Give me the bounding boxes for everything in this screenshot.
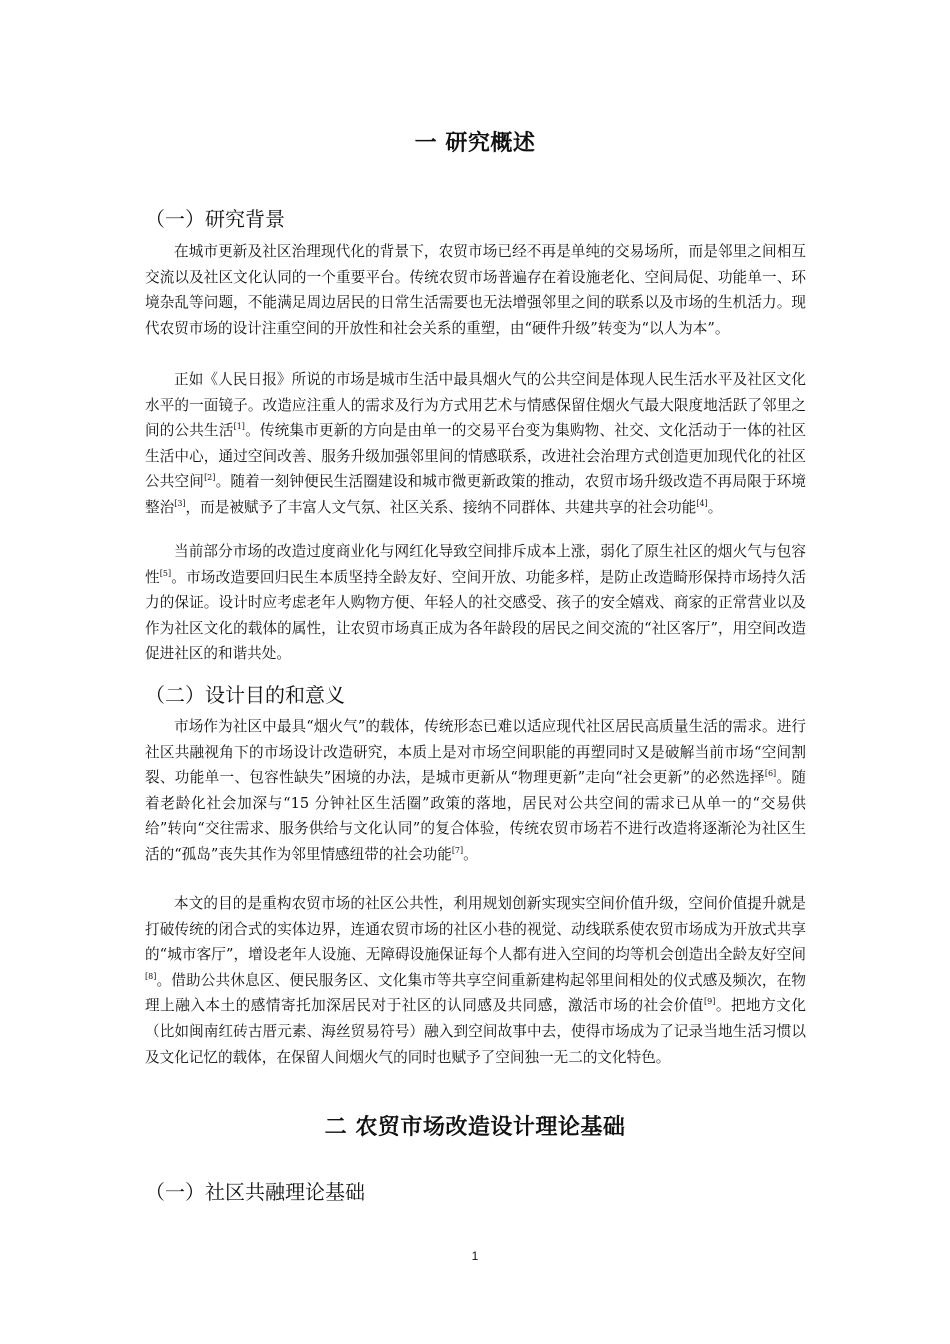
citation: [1] [233,422,245,432]
paragraph-background-1: 在城市更新及社区治理现代化的背景下，农贸市场已经不再是单纯的交易场所，而是邻里之间相互交流以及社区文化认同的一个重要平台。传统农贸市场普遍存在着设施老化、空间局促、功能单一、环境杂乱等问题，不能满足周边居民的日常生活需要也无法增强邻里之间的联系以及市场的生机活力。现代农贸市场的设计注重空间的开放性和社会关系的重塑，由“硬件升级”转变为“以人为本”。 [145,243,806,337]
citation: [7] [451,845,464,855]
citation: [5] [159,568,172,578]
section-2-title: 二 农贸市场改造设计理论基础 [324,1115,626,1140]
paragraph-background-3: 当前部分市场的改造过度商业化与网红化导致空间排斥成本上涨，弱化了原生社区的烟火气与包容性[5]。市场改造要回归民生本质坚持全龄友好、空间开放、功能多样，是防止改造畸形保持市场持久活力的保证。设计时应考虑老年人购物方便、年轻人的社交感受、孩子的安全嬉戏、商家的正常营业以及作为社区文化的载体的属性，让农贸市场真正成为各年龄段的居民之间交流的“社区客厅”，用空间改造促进社区的和谐共处。 [145,543,806,663]
section-1-2-title: （二）设计目的和意义 [145,683,345,707]
citation: [8] [145,971,157,981]
paragraph-background-2: 正如《人民日报》所说的市场是城市生活中最具烟火气的公共空间是体现人民生活水平及社区文化水平的一面镜子。改造应注重人的需求及行为方式用艺术与情感保留住烟火气最大限度地活跃了邻里之间的公共生活[1]。传统集市更新的方向是由单一的交易平台变为集购物、社交、文化活动于一体的社区生活中心，通过空间改善、服务升级加强邻里间的情感联系，改进社会治理方式创造更加现代化的社区公共空间[2]。随着一刻钟便民生活圈建设和城市微更新政策的推动，农贸市场升级改造不再局限于环境整治[3]，而是被赋予了丰富人文气氛、社区关系、接纳不同群体、共建共享的社会功能[4]。 [145,371,806,516]
citation: [2] [204,473,216,483]
paragraph-purpose-1: 市场作为社区中最具“烟火气”的载体，传统形态已难以适应现代社区居民高质量生活的需求。进行社区共融视角下的市场设计改造研究，本质上是对市场空间职能的再塑同时又是破解当前市场“空间割裂、功能单一、包容性缺失”困境的办法，是城市更新从“物理更新”走向“社会更新”的必然选择[6]。随着老龄化社会加深与“15 分钟社区生活圈”政策的落地，居民对公共空间的需求已从单一的“交易供给”转向“交往需求、服务供给与文化认同”的复合体验，传统农贸市场若不进行改造将逐渐沦为社区生活的“孤岛”丧失其作为邻里情感纽带的社会功能[7]。 [145,718,806,863]
section-1-1-title: （一）研究背景 [145,207,285,231]
citation: [4] [696,498,708,508]
section-2-1-title: （一）社区共融理论基础 [145,1180,365,1204]
page-number: 1 [471,1249,479,1263]
paragraph-purpose-2: 本文的目的是重构农贸市场的社区公共性，利用规划创新实现实空间价值升级，空间价值提升就是打破传统的闭合式的实体边界，连通农贸市场的社区小巷的视觉、动线联系使农贸市场成为开放式共享的“城市客厅”，增设老年人设施、无障碍设施保证每个人都有进入空间的均等机会创造出全龄友好空间[8]。借助公共休息区、便民服务区、文化集市等共享空间重新建构起邻里间相处的仪式感及频次，在物理上融入本土的感情寄托加深居民对于社区的认同感及共同感，激活市场的社会价值[9]。把地方文化（比如闽南红砖古厝元素、海丝贸易符号）融入到空间故事中去，使得市场成为了记录当地生活习惯以及文化记忆的载体，在保留人间烟火气的同时也赋予了空间独一无二的文化特色。 [145,895,806,1066]
section-1-title: 一 研究概述 [414,131,536,156]
citation: [6] [764,769,777,779]
citation: [3] [174,498,186,508]
citation: [9] [703,997,716,1007]
